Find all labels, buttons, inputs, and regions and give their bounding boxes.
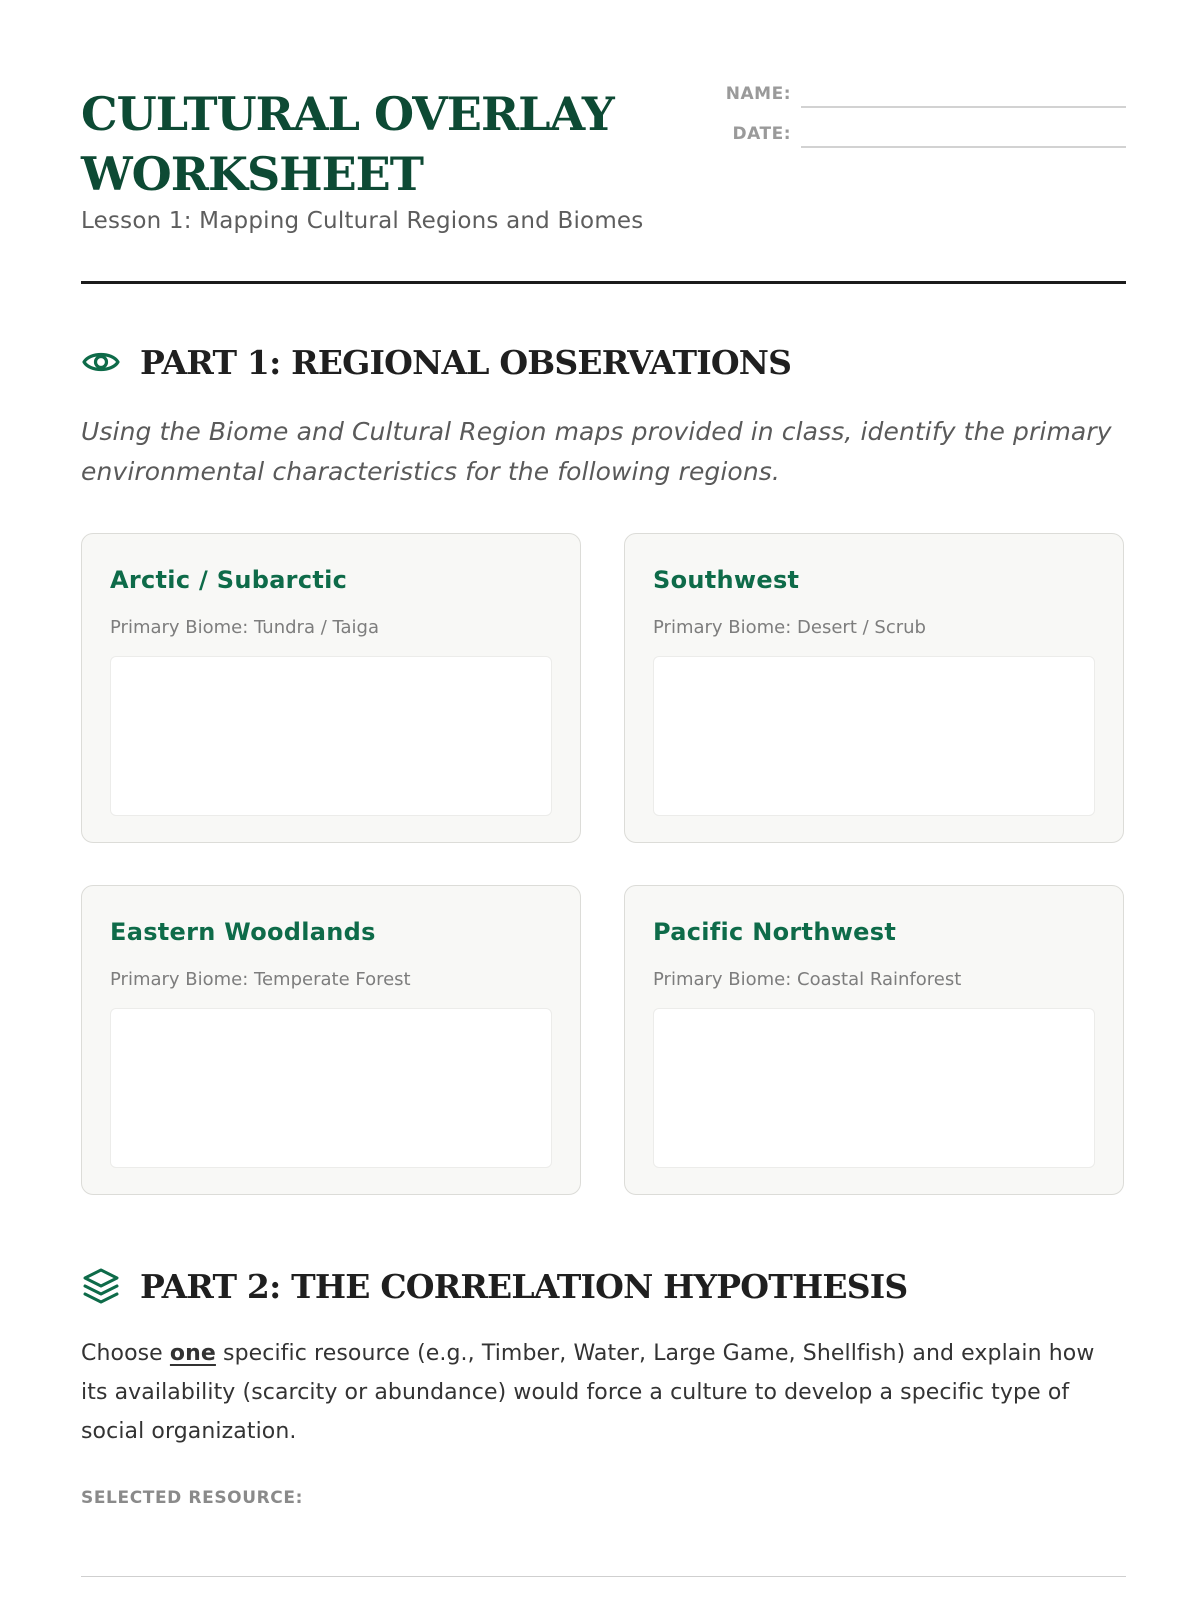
part2-heading [81,1266,907,1306]
region-answer-box[interactable] [110,656,552,816]
part1-heading [81,342,791,382]
region-biome: Primary Biome: Tundra / Taiga [110,617,379,638]
title-line-1: CULTURAL OVERLAY [81,87,614,141]
region-card [624,533,1124,843]
region-card [81,885,581,1195]
prompt-text-end: specific resource (e.g., Timber, Water, Large Game, Shellfish) and explain how its availability (scarcity or abundance) would force a culture to develop a specific type of social organization. [81,1341,1095,1444]
name-field[interactable] [801,106,1126,108]
name-field-row [709,80,1126,120]
region-answer-box[interactable] [653,1008,1095,1168]
prompt-text-start: Choose [81,1341,170,1366]
region-biome: Primary Biome: Coastal Rainforest [653,969,962,990]
selected-resource-label: SELECTED RESOURCE: [81,1488,303,1508]
region-name: Pacific Northwest [653,918,897,946]
prompt-emphasis: one [169,1341,216,1366]
region-name: Arctic / Subarctic [110,566,348,594]
title-block [81,84,721,204]
region-biome: Primary Biome: Desert / Scrub [653,617,926,638]
header-divider [81,281,1126,284]
eye-icon [81,342,121,382]
student-info-fields [709,80,1126,160]
region-answer-box[interactable] [653,656,1095,816]
region-name: Eastern Woodlands [110,918,376,946]
selected-resource-field[interactable] [81,1576,1126,1577]
date-label: DATE: [732,124,791,144]
part1-title: PART 1: REGIONAL OBSERVATIONS [140,342,792,382]
region-card [81,533,581,843]
layers-icon [81,1266,121,1306]
title-line-2: WORKSHEET [81,147,423,201]
region-biome: Primary Biome: Temperate Forest [110,969,411,990]
date-field-row [709,120,1126,160]
worksheet-title [81,84,721,204]
region-name: Southwest [653,566,800,594]
region-answer-box[interactable] [110,1008,552,1168]
part2-title: PART 2: THE CORRELATION HYPOTHESIS [140,1266,908,1306]
part2-prompt [81,1334,1126,1451]
date-field[interactable] [801,146,1126,148]
worksheet-page [81,0,1126,1600]
part1-instructions: Using the Biome and Cultural Region maps provided in class, identify the primary environmental characteristics for the following regions. [81,417,1112,486]
region-card [624,885,1124,1195]
name-label: NAME: [725,84,791,104]
lesson-subtitle: Lesson 1: Mapping Cultural Regions and Biomes [81,208,644,234]
